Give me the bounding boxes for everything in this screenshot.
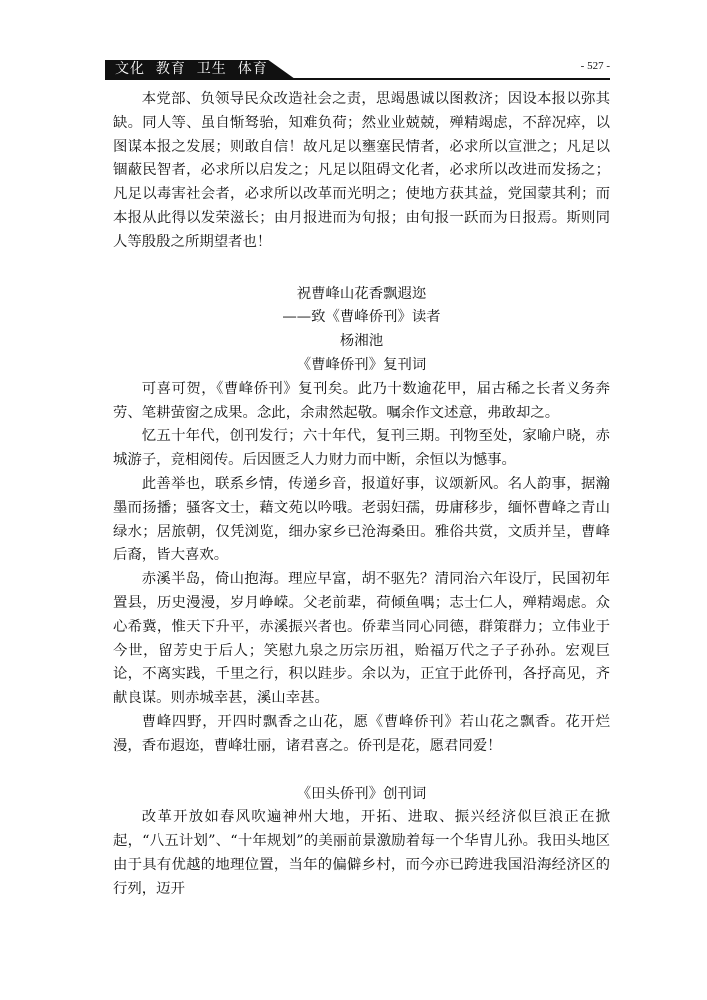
article-paragraph: 此善举也，联系乡情，传递乡音，报道好事，议颂新风。名人韵事，据瀚墨而扬播；骚客文士，藉文苑以吟哦。老弱妇孺，毋庸移步，缅怀曹峰之青山绿水；居旅朝，仅凭浏览，细办家乡已沧海桑田。雅俗共赏，文质并呈，曹峰后裔，皆大喜欢。 <box>113 475 610 564</box>
section-spacer <box>113 759 610 783</box>
article-paragraph: 忆五十年代，创刊发行；六十年代，复刊三期。刊物至处，家喻户晓，赤城游子，竞相阅传。后因匮乏人力财力而中断，余恒以为憾事。 <box>113 428 610 469</box>
article-paragraph: 曹峰四野，开四时飘香之山花，愿《曹峰侨刊》若山花之飘香。花开烂漫，香布遐迩，曹峰壮丽，诸君喜之。侨刊是花，愿君同爱！ <box>113 713 610 754</box>
intro-paragraph: 本党部、负领导民众改造社会之责，思竭愚诚以图救济；因设本报以弥其缺。同人等、虽自惭驽骀，知难负荷；然业业兢兢，殚精竭虑，不辞况瘁，以图谋本报之发展；则敢自信！故凡足以壅塞民情者，必求所以宣泄之；凡足以锢蔽民智者，必求所以启发之；凡足以阻碍文化者，必求所以改进而发扬之；凡足以毒害社会者，必求所以改革而光明之；使地方获其益，党国蒙其利；而本报从此得以发荣滋长；由月报进而为旬报；由旬报一跃而为日报焉。斯则同人等殷殷之所期望者也！ <box>113 91 610 250</box>
article2-title: 《田头侨刊》创刊词 <box>296 785 427 802</box>
article-paragraph: 可喜可贺，《曹峰侨刊》复刊矣。此乃十数逾花甲，届古稀之长者义务奔劳、笔耕萤窗之成果。念此，余肃然起敬。嘱余作文述意，弗敢却之。 <box>113 380 610 421</box>
article-title: 祝曹峰山花香飘遐迩 <box>296 285 427 302</box>
section-spacer <box>113 255 610 283</box>
article-section-title: 《曹峰侨刊》复刊词 <box>296 356 427 373</box>
page-body <box>113 88 610 902</box>
article-author: 杨湘池 <box>339 333 384 350</box>
article2-paragraph: 改革开放如春风吹遍神州大地，开拓、进取、振兴经济似巨浪正在掀起，“八五计划”、“十年规划”的美丽前景激励着每一个华胄儿孙。我田头地区由于具有优越的地理位置，当年的偏僻乡村，而今亦已跨进我国沿海经济区的行列，迈开 <box>113 809 610 897</box>
page-number: - 527 - <box>580 60 610 72</box>
header-rule <box>105 78 610 80</box>
page-header <box>0 0 707 80</box>
article-paragraph: 赤溪半岛，倚山抱海。理应早富，胡不驱先？清同治六年设厅，民国初年置县，历史漫漫，岁月峥嵘。父老前辈，荷倾鱼喁；志士仁人，殚精竭虑。众心希冀，惟天下升平，赤溪振兴者也。侨辈当同心同德，群策群力；立伟业于今世，留芳史于后人；笑慰九泉之历宗历祖，贻福万代之子子孙孙。宏观巨论，不离实践，千里之行，积以跬步。余以为，正宜于此侨刊，各抒高见，齐献良谋。则赤城幸甚，溪山幸甚。 <box>113 571 610 707</box>
article-subtitle: ——致《曹峰侨刊》读者 <box>282 309 441 326</box>
section-label: 文化 教育 卫生 体育 <box>115 61 268 77</box>
